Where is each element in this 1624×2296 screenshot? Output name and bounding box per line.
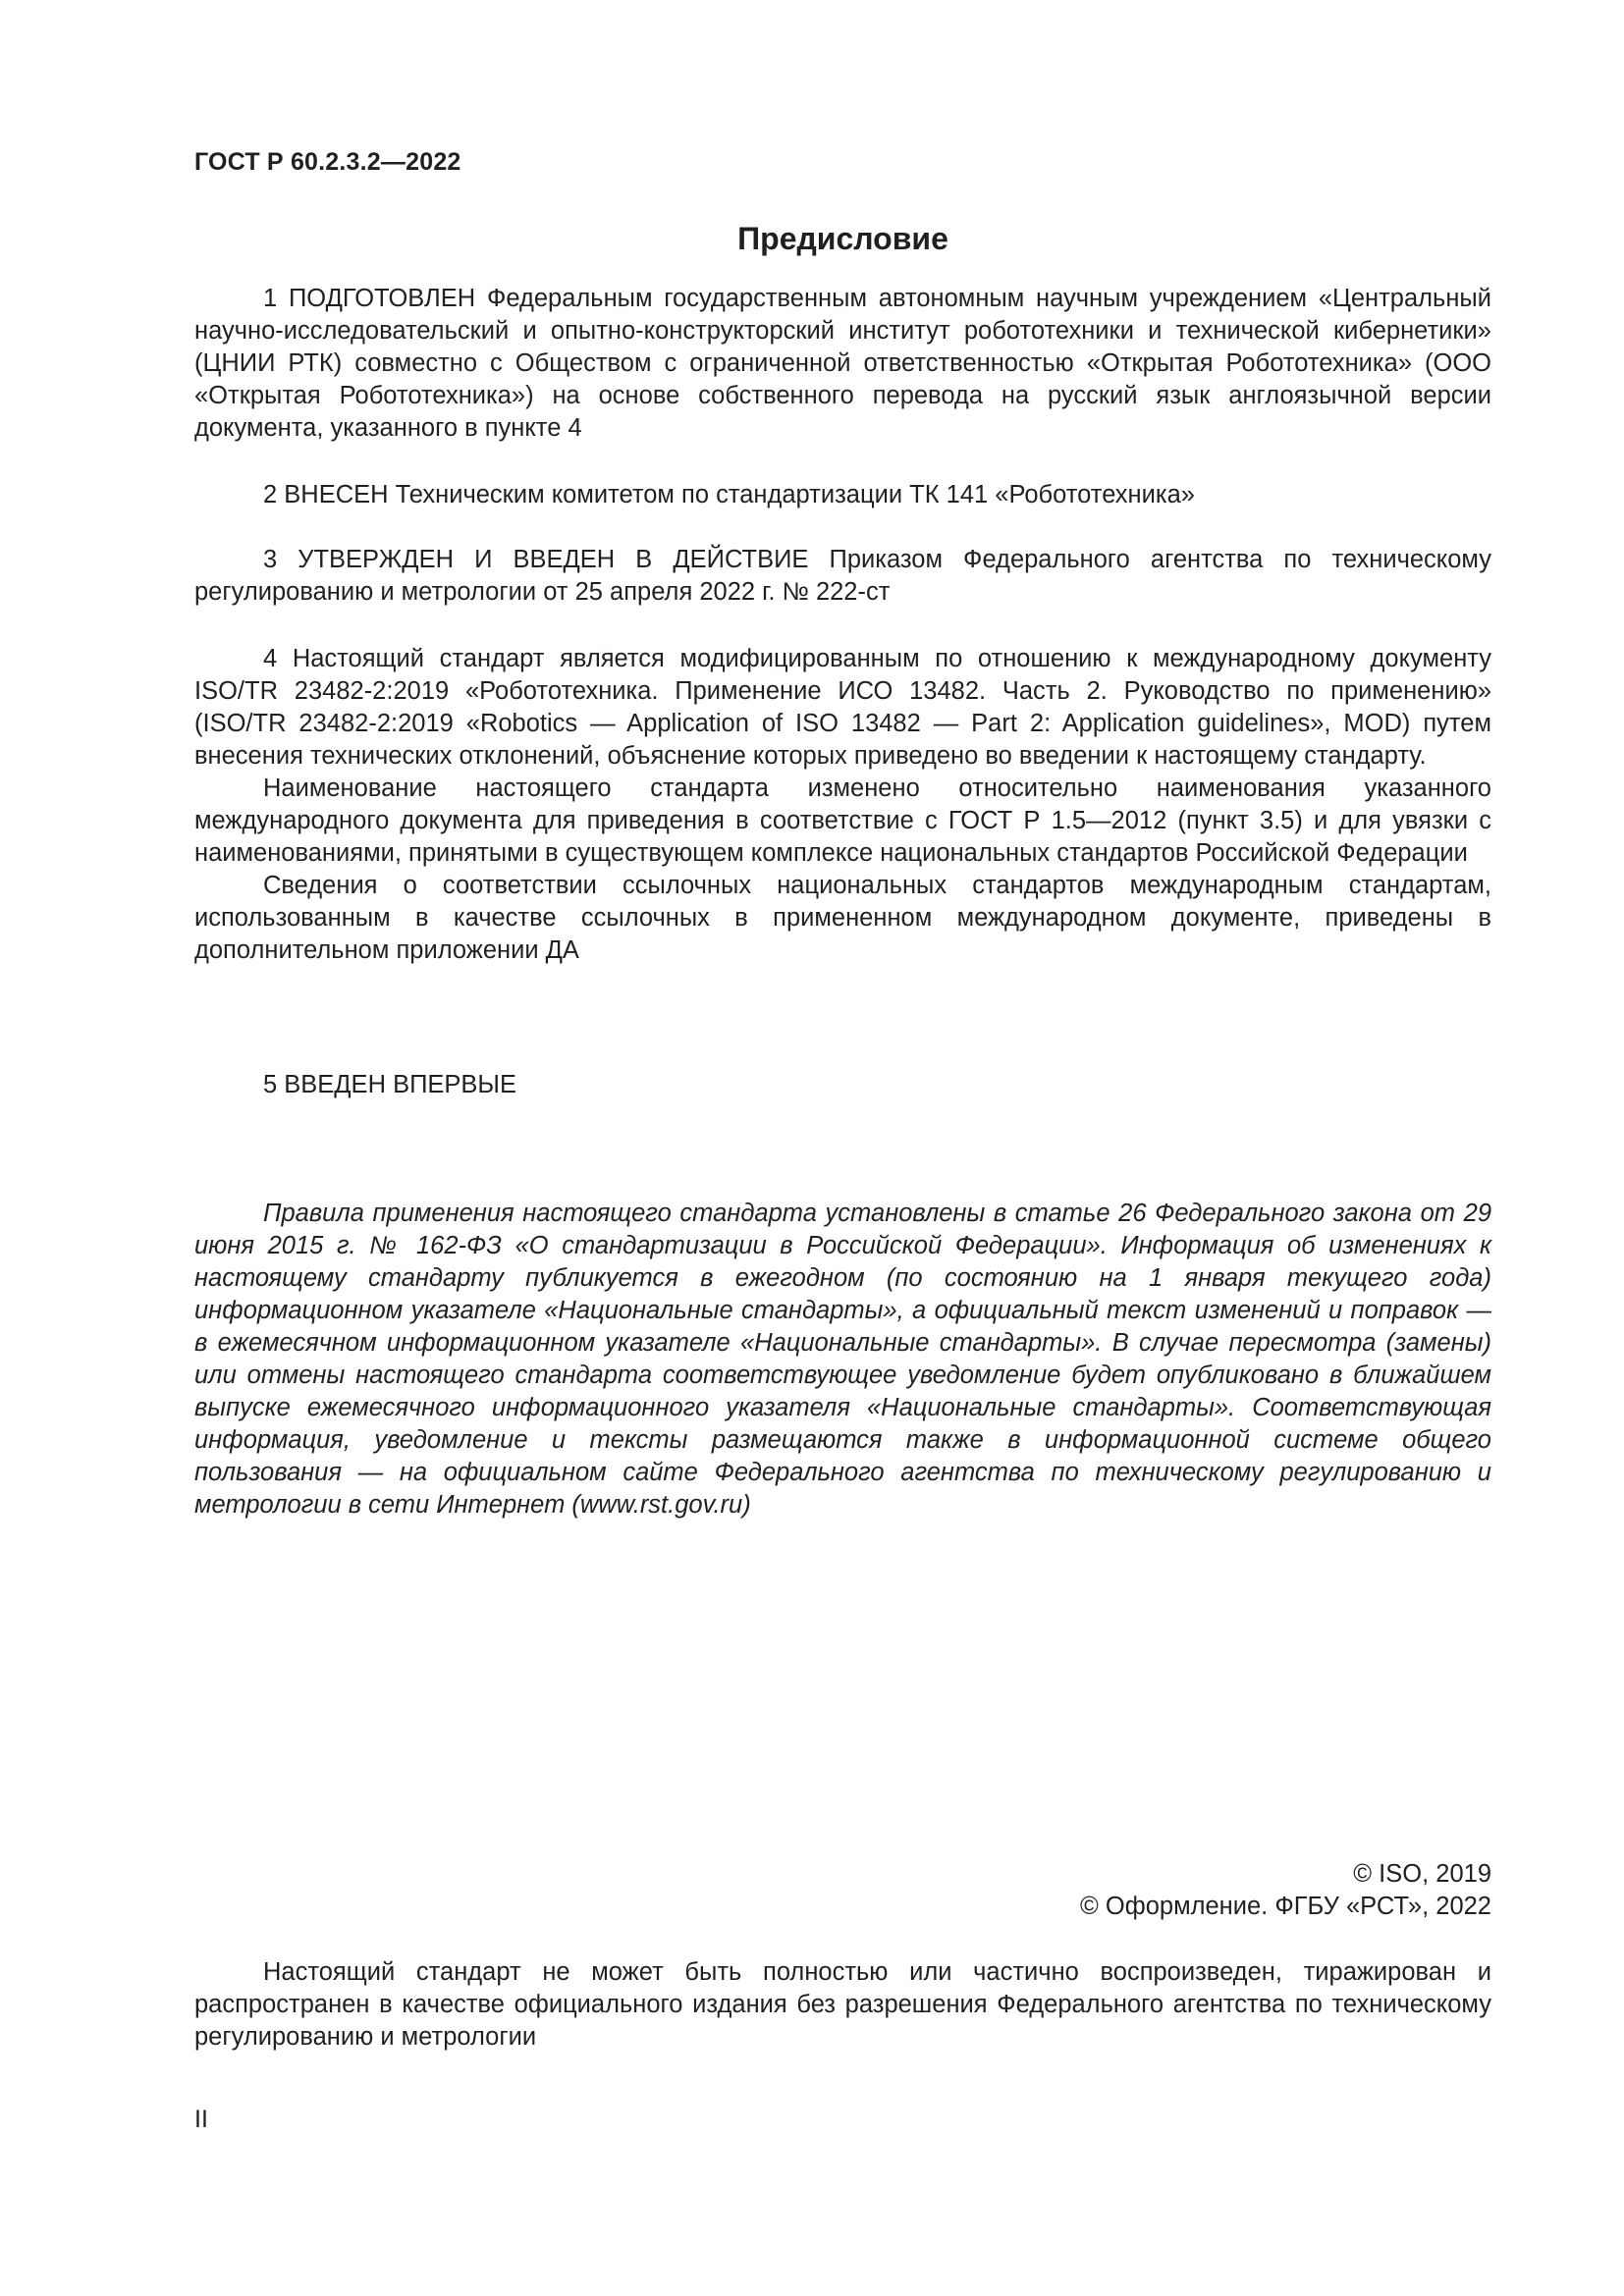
rights-text: Настоящий стандарт не может быть полностью или частично воспроизведен, тиражирован и распространен в качестве официального издания без разрешения Федерального агентства по техническому регулированию и метрологии	[194, 1958, 1491, 2051]
paragraph-text: 2 ВНЕСЕН Техническим комитетом по стандартизации ТК 141 «Робототехника»	[263, 481, 1195, 508]
section-title: Предисловие	[737, 221, 948, 256]
paragraph-approved	[194, 544, 1491, 609]
paragraph-modification	[194, 643, 1491, 967]
page-number: II	[194, 2106, 208, 2133]
paragraph-text: 3 УТВЕРЖДЕН И ВВЕДЕН В ДЕЙСТВИЕ Приказом Федерального агентства по техническому регулированию и метрологии от 25 апреля 2022 г. № 222-ст	[194, 546, 1491, 606]
application-rules-notice	[194, 1198, 1491, 1522]
copyright-block	[1080, 1858, 1491, 1923]
copyright-design: © Оформление. ФГБУ «РСТ», 2022	[1080, 1893, 1491, 1920]
reproduction-rights	[194, 1956, 1491, 2054]
paragraph-text: Наименование настоящего стандарта изменено относительно наименования указанного международного документа для приведения в соответствие с ГОСТ Р 1.5—2012 (пункт 3.5) и для увязки с наименованиями, принятыми в существующем комплексе национальных стандартов Российской Федерации	[194, 774, 1491, 867]
copyright-iso: © ISO, 2019	[1353, 1860, 1491, 1888]
paragraph-prepared-by	[194, 283, 1491, 445]
notice-text: Правила применения настоящего стандарта установлены в статье 26 Федерального закона от 29 июня 2015 г. № 162-ФЗ «О стандартизации в Российской Федерации». Информация об изменениях к настоящему стандарту публикуется в ежегодном (по состоянию на 1 января текущего года) информационном указателе «Национальные стандарты», а официальный текст изменений и поправок — в ежемесячном информационном указателе «Национальные стандарты». В случае пересмотра (замены) или отмены настоящего стандарта соответствующее уведомление будет опубликовано в ближайшем выпуске ежемесячного информационного указателя «Национальные стандарты». Соответствующая информация, уведомление и тексты размещаются также в информационной системе общего пользования — на официальном сайте Федерального агентства по техническому регулированию и метрологии в сети Интернет (www.rst.gov.ru)	[194, 1200, 1491, 1519]
document-page	[194, 0, 1491, 2296]
paragraph-text: 1 ПОДГОТОВЛЕН Федеральным государственным автономным научным учреждением «Центральный научно-исследовательский и опытно-конструкторский институт робототехники и технической кибернетики» (ЦНИИ РТК) совместно с Обществом с ограниченной ответственностью «Открытая Робототехника» (ООО «Открытая Робототехника») на основе собственного перевода на русский язык англоязычной версии документа, указанного в пункте 4	[194, 285, 1491, 442]
document-code: ГОСТ Р 60.2.3.2—2022	[194, 148, 461, 176]
paragraph-text: 5 ВВЕДЕН ВПЕРВЫЕ	[263, 1071, 517, 1098]
paragraph-first-introduced	[194, 1069, 1491, 1101]
paragraph-text: 4 Настоящий стандарт является модифицированным по отношению к международному документу ISO/TR 23482-2:2019 «Робототехника. Применение ИСО 13482. Часть 2. Руководство по применению» (ISO/TR 23482-2:2019 «Robotics — Application of ISO 13482 — Part 2: Application guidelines», MOD) путем внесения технических отклонений, объяснение которых приведено во введении к настоящему стандарту.	[194, 645, 1491, 770]
paragraph-introduced-by	[194, 479, 1491, 511]
paragraph-text: Сведения о соответствии ссылочных национальных стандартов международным стандартам, использованным в качестве ссылочных в примененном международном документе, приведены в дополнительном приложении ДА	[194, 872, 1491, 964]
